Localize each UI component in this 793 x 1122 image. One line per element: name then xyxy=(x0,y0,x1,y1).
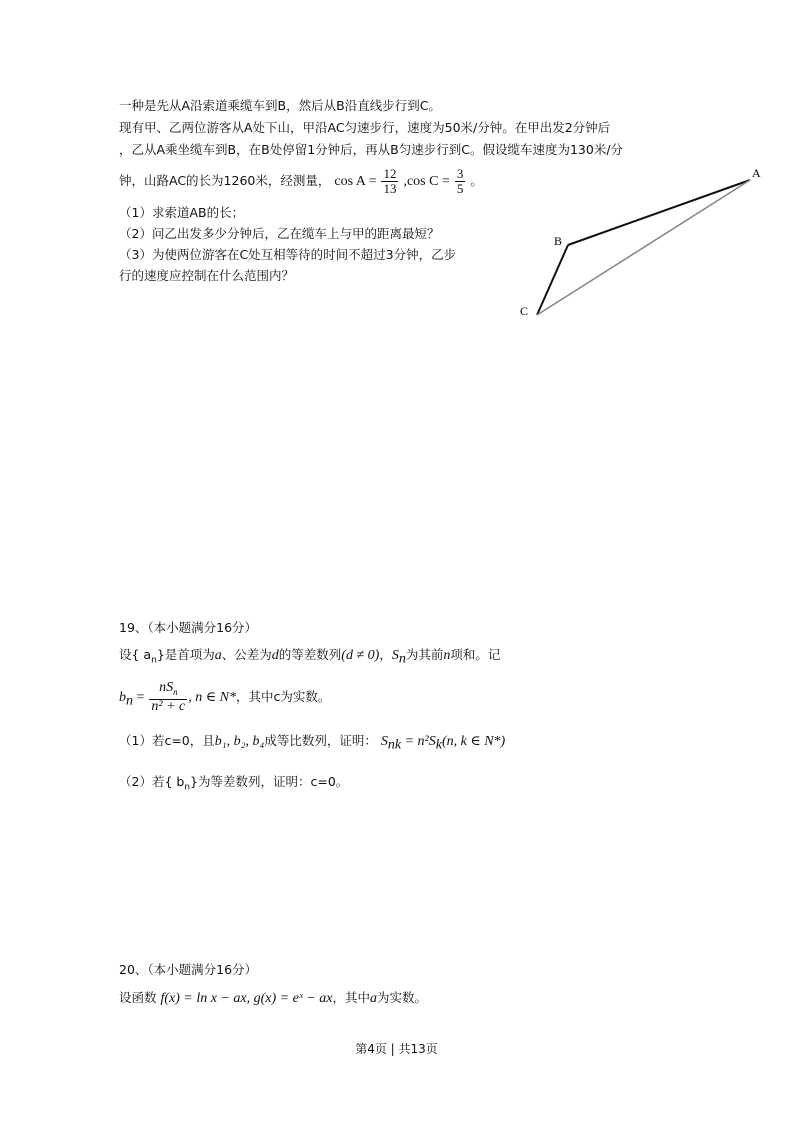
page-footer: 第4页 | 共13页 xyxy=(355,1042,438,1056)
cos-a-label: cos A = xyxy=(334,174,377,189)
seq-a-text5: 为其前 xyxy=(405,647,444,662)
part1-formula-s: S xyxy=(380,734,388,749)
part1-formula-rest: = n²S xyxy=(401,734,436,749)
bn-denominator: n² + c xyxy=(151,698,186,714)
bn-numerator-sub: n xyxy=(173,686,178,697)
part2-text: （2）若{ b xyxy=(119,774,185,789)
problem18-line4 xyxy=(119,166,483,197)
problem20-suffix: 为实数。 xyxy=(376,990,427,1005)
label-a: A xyxy=(752,166,761,180)
line-ab xyxy=(568,180,750,245)
bn-lhs: b xyxy=(119,690,126,705)
problem19-part1 xyxy=(119,733,505,754)
cond-d: (d ≠ 0) xyxy=(341,648,380,663)
bn-numerator-text: nS xyxy=(159,680,174,696)
var-n: n xyxy=(443,648,451,663)
problem19-line1 xyxy=(119,647,500,669)
frac-c xyxy=(455,167,466,196)
problem20-prefix: 设函数 xyxy=(119,990,157,1005)
seq-a-prefix: 设{ a xyxy=(119,647,152,662)
problem20-heading: 20、（本小题满分16分） xyxy=(119,962,258,977)
problem18-line2: 现有甲、乙两位游客从A处下山，甲沿AC匀速步行，速度为50米/分钟。在甲出发2分钟后 xyxy=(119,120,611,135)
bn-numerator xyxy=(149,681,187,700)
problem18-line4-prefix: 钟，山路AC的长为1260米，经测量， xyxy=(119,173,331,188)
var-sn: S xyxy=(391,648,399,663)
label-b: B xyxy=(554,234,563,248)
part1-b-terms: b₁, b₂, b₄ xyxy=(214,734,265,749)
problem20-var-a: a xyxy=(369,991,377,1006)
problem20-line1 xyxy=(119,990,427,1007)
part1-formula-sub2: k xyxy=(435,737,442,753)
problem18-question3a: （3）为使两位游客在C处互相等待的时间不超过3分钟，乙步 xyxy=(119,247,457,262)
problem18-line1: 一种是先从A沿索道乘缆车到B，然后从B沿直线步行到C。 xyxy=(119,98,441,113)
seq-a-text6: 项和。记 xyxy=(450,647,501,662)
problem19-part2 xyxy=(119,774,348,796)
frac-a-numerator: 12 xyxy=(383,166,397,181)
problem18-line4-suffix: 。 xyxy=(470,173,483,188)
frac-a-denominator: 13 xyxy=(383,181,397,196)
part2-rest: }为等差数列，证明：c=0。 xyxy=(190,774,349,789)
seq-a-text: }是首项为 xyxy=(156,647,215,662)
problem19-bn-definition xyxy=(119,680,330,719)
seq-a-sub: n xyxy=(151,655,157,666)
problem20-formula: f(x) = ln x − ax, g(x) = eˣ − ax xyxy=(160,991,333,1006)
problem18-question1: （1）求索道AB的长； xyxy=(119,205,245,220)
part1-mid: 成等比数列，证明： xyxy=(264,733,377,748)
problem19-heading: 19、（本小题满分16分） xyxy=(119,620,258,635)
part1-formula-end: (n, k ∈ N*) xyxy=(441,734,506,749)
bn-text: ，其中c为实数。 xyxy=(235,689,331,704)
frac-c-denominator: 5 xyxy=(456,181,464,196)
bn-eq: = xyxy=(133,690,145,705)
part1-formula-sub: nk xyxy=(387,737,402,753)
bn-fraction xyxy=(149,681,187,714)
label-c: C xyxy=(520,304,529,318)
line-ac xyxy=(537,180,750,315)
problem18-question2: （2）问乙出发多少分钟后，乙在缆车上与甲的距离最短？ xyxy=(119,226,440,241)
triangle-diagram xyxy=(510,160,780,330)
frac-c-numerator: 3 xyxy=(456,166,464,181)
var-sn-sub: n xyxy=(398,651,406,667)
problem20-mid: ，其中 xyxy=(332,990,370,1005)
cos-c-label: ,cos C = xyxy=(403,174,450,189)
problem18-line3: ，乙从A乘坐缆车到B，在B处停留1分钟后，再从B匀速步行到C。假设缆车速度为130米/分 xyxy=(119,142,624,157)
seq-a-text2: 、公差为 xyxy=(221,647,272,662)
seq-a-text4: ， xyxy=(379,647,392,662)
var-a: a xyxy=(214,648,222,663)
part2-sub: n xyxy=(184,782,191,793)
bn-tail: , n ∈ N* xyxy=(188,690,236,705)
bn-lhs-sub: n xyxy=(126,693,133,709)
problem18-question3b: 行的速度应控制在什么范围内？ xyxy=(119,268,295,283)
part1-text: （1）若c=0，且 xyxy=(119,733,215,748)
var-d: d xyxy=(271,648,279,663)
seq-a-text3: 的等差数列 xyxy=(278,647,342,662)
frac-a xyxy=(381,167,398,196)
